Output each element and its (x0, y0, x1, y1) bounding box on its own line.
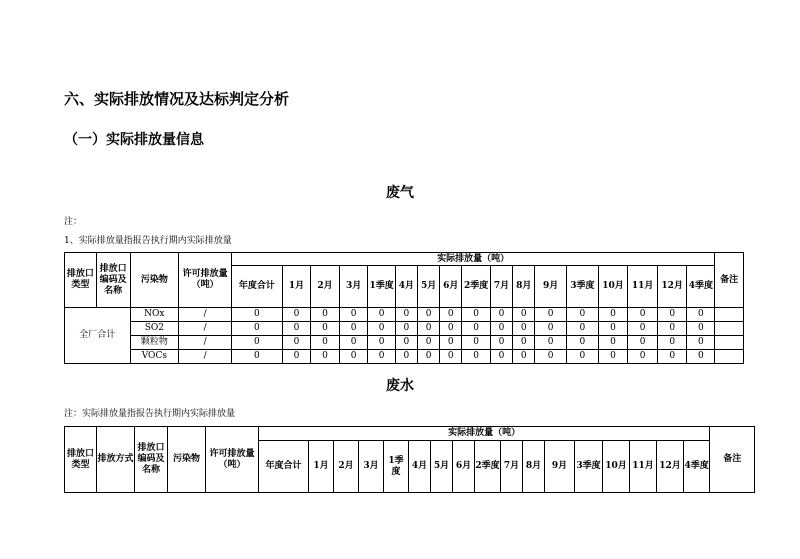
value-cell: 0 (311, 350, 340, 364)
value-cell: 0 (311, 336, 340, 350)
value-cell: 0 (440, 336, 462, 350)
water-header-remark: 备注 (710, 427, 755, 493)
water-header-pollutant: 污染物 (168, 427, 206, 493)
value-cell: 0 (687, 336, 715, 350)
value-cell: 0 (339, 308, 368, 322)
air-header-outlet-code: 排放口编码及名称 (96, 253, 130, 308)
water-header-period: 1月 (309, 441, 334, 493)
value-cell: 0 (311, 322, 340, 336)
value-cell: 0 (513, 350, 535, 364)
value-cell: 0 (657, 308, 687, 322)
value-cell: 0 (490, 350, 512, 364)
value-cell: 0 (339, 322, 368, 336)
water-emission-table (64, 426, 755, 493)
water-header-total: 年度合计 (259, 441, 309, 493)
value-cell: 0 (628, 322, 658, 336)
permit-cell: / (179, 308, 232, 322)
air-header-outlet-type: 排放口类型 (65, 253, 97, 308)
air-header-permit: 许可排放量（吨） (179, 253, 232, 308)
air-header-remark: 备注 (715, 253, 744, 308)
value-cell: 0 (282, 308, 311, 322)
value-cell: 0 (490, 336, 512, 350)
value-cell: 0 (535, 336, 567, 350)
value-cell: 0 (440, 350, 462, 364)
air-header-period: 1月 (282, 266, 311, 308)
value-cell: 0 (418, 336, 440, 350)
value-cell: 0 (687, 322, 715, 336)
air-header-period: 11月 (628, 266, 658, 308)
remark-cell (715, 350, 744, 364)
value-cell: 0 (368, 350, 395, 364)
value-cell: 0 (395, 308, 417, 322)
table-row (65, 322, 744, 336)
table-row (65, 308, 744, 322)
air-header-period: 6月 (440, 266, 462, 308)
water-header-permit: 许可排放量（吨） (206, 427, 259, 493)
value-cell: 0 (687, 350, 715, 364)
air-header-period: 2季度 (462, 266, 491, 308)
water-header-outlet-code: 排放口编码及名称 (135, 427, 168, 493)
value-cell: 0 (628, 350, 658, 364)
water-header-period: 9月 (545, 441, 575, 493)
value-cell: 0 (368, 336, 395, 350)
remark-cell (715, 308, 744, 322)
water-note-text: 注：实际排放量指报告执行期内实际排放量 (64, 409, 236, 419)
total-cell: 0 (232, 308, 283, 322)
value-cell: 0 (440, 322, 462, 336)
air-header-period: 4月 (395, 266, 417, 308)
water-header-outlet-type: 排放口类型 (65, 427, 97, 493)
value-cell: 0 (567, 308, 599, 322)
permit-cell: / (179, 350, 232, 364)
air-header-period: 8月 (513, 266, 535, 308)
value-cell: 0 (598, 336, 628, 350)
air-header-period: 10月 (598, 266, 628, 308)
value-cell: 0 (567, 336, 599, 350)
air-header-actual: 实际排放量（吨） (232, 253, 715, 266)
water-header-actual: 实际排放量（吨） (259, 427, 710, 441)
value-cell: 0 (535, 308, 567, 322)
value-cell: 0 (339, 336, 368, 350)
pollutant-cell: 颗粒物 (130, 336, 179, 350)
value-cell: 0 (462, 322, 491, 336)
water-header-period: 1季度 (384, 441, 409, 493)
value-cell: 0 (535, 350, 567, 364)
section-title: 六、实际排放情况及达标判定分析 (64, 90, 290, 108)
air-header-period: 3季度 (567, 266, 599, 308)
total-cell: 0 (232, 322, 283, 336)
air-note-label: 注： (64, 217, 83, 227)
value-cell: 0 (598, 308, 628, 322)
water-header-period: 8月 (523, 441, 545, 493)
subsection-title: （一）实际排放量信息 (64, 132, 204, 148)
table-row (65, 350, 744, 364)
air-header-period: 5月 (418, 266, 440, 308)
value-cell: 0 (657, 350, 687, 364)
table-row (65, 336, 744, 350)
water-header-period: 4月 (409, 441, 431, 493)
air-header-period: 7月 (490, 266, 512, 308)
value-cell: 0 (282, 350, 311, 364)
value-cell: 0 (395, 322, 417, 336)
value-cell: 0 (462, 350, 491, 364)
remark-cell (715, 322, 744, 336)
value-cell: 0 (462, 308, 491, 322)
value-cell: 0 (395, 350, 417, 364)
value-cell: 0 (598, 350, 628, 364)
water-header-period: 4季度 (684, 441, 710, 493)
value-cell: 0 (418, 322, 440, 336)
water-header-period: 3月 (359, 441, 384, 493)
water-header-period: 6月 (453, 441, 475, 493)
value-cell: 0 (598, 322, 628, 336)
air-emission-table (64, 252, 744, 364)
water-table-title: 废水 (386, 378, 414, 394)
value-cell: 0 (628, 336, 658, 350)
water-header-period: 7月 (501, 441, 523, 493)
value-cell: 0 (418, 308, 440, 322)
water-header-period: 3季度 (575, 441, 603, 493)
total-cell: 0 (232, 350, 283, 364)
value-cell: 0 (513, 308, 535, 322)
air-header-pollutant: 污染物 (130, 253, 179, 308)
water-header-period: 5月 (431, 441, 453, 493)
air-header-total: 年度合计 (232, 266, 283, 308)
water-header-discharge-method: 排放方式 (97, 427, 135, 493)
value-cell: 0 (490, 308, 512, 322)
air-table-title: 废气 (386, 185, 414, 201)
permit-cell: / (179, 336, 232, 350)
value-cell: 0 (462, 336, 491, 350)
pollutant-cell: NOx (130, 308, 179, 322)
value-cell: 0 (368, 322, 395, 336)
value-cell: 0 (368, 308, 395, 322)
value-cell: 0 (282, 336, 311, 350)
value-cell: 0 (418, 350, 440, 364)
air-header-period: 12月 (657, 266, 687, 308)
value-cell: 0 (513, 322, 535, 336)
air-header-period: 9月 (535, 266, 567, 308)
value-cell: 0 (687, 308, 715, 322)
value-cell: 0 (513, 336, 535, 350)
water-header-period: 10月 (603, 441, 630, 493)
pollutant-cell: SO2 (130, 322, 179, 336)
water-header-period: 12月 (657, 441, 684, 493)
air-header-period: 4季度 (687, 266, 715, 308)
air-note-text: 1、实际排放量指报告执行期内实际排放量 (64, 236, 232, 246)
value-cell: 0 (657, 336, 687, 350)
air-header-period: 1季度 (368, 266, 395, 308)
value-cell: 0 (339, 350, 368, 364)
value-cell: 0 (282, 322, 311, 336)
water-header-period: 2季度 (475, 441, 501, 493)
water-header-period: 2月 (334, 441, 359, 493)
value-cell: 0 (395, 336, 417, 350)
remark-cell (715, 336, 744, 350)
value-cell: 0 (535, 322, 567, 336)
value-cell: 0 (567, 322, 599, 336)
water-header-period: 11月 (630, 441, 657, 493)
value-cell: 0 (490, 322, 512, 336)
air-header-period: 3月 (339, 266, 368, 308)
value-cell: 0 (628, 308, 658, 322)
group-label: 全厂合计 (65, 308, 131, 364)
total-cell: 0 (232, 336, 283, 350)
permit-cell: / (179, 322, 232, 336)
value-cell: 0 (311, 308, 340, 322)
pollutant-cell: VOCs (130, 350, 179, 364)
value-cell: 0 (657, 322, 687, 336)
value-cell: 0 (440, 308, 462, 322)
air-header-period: 2月 (311, 266, 340, 308)
value-cell: 0 (567, 350, 599, 364)
